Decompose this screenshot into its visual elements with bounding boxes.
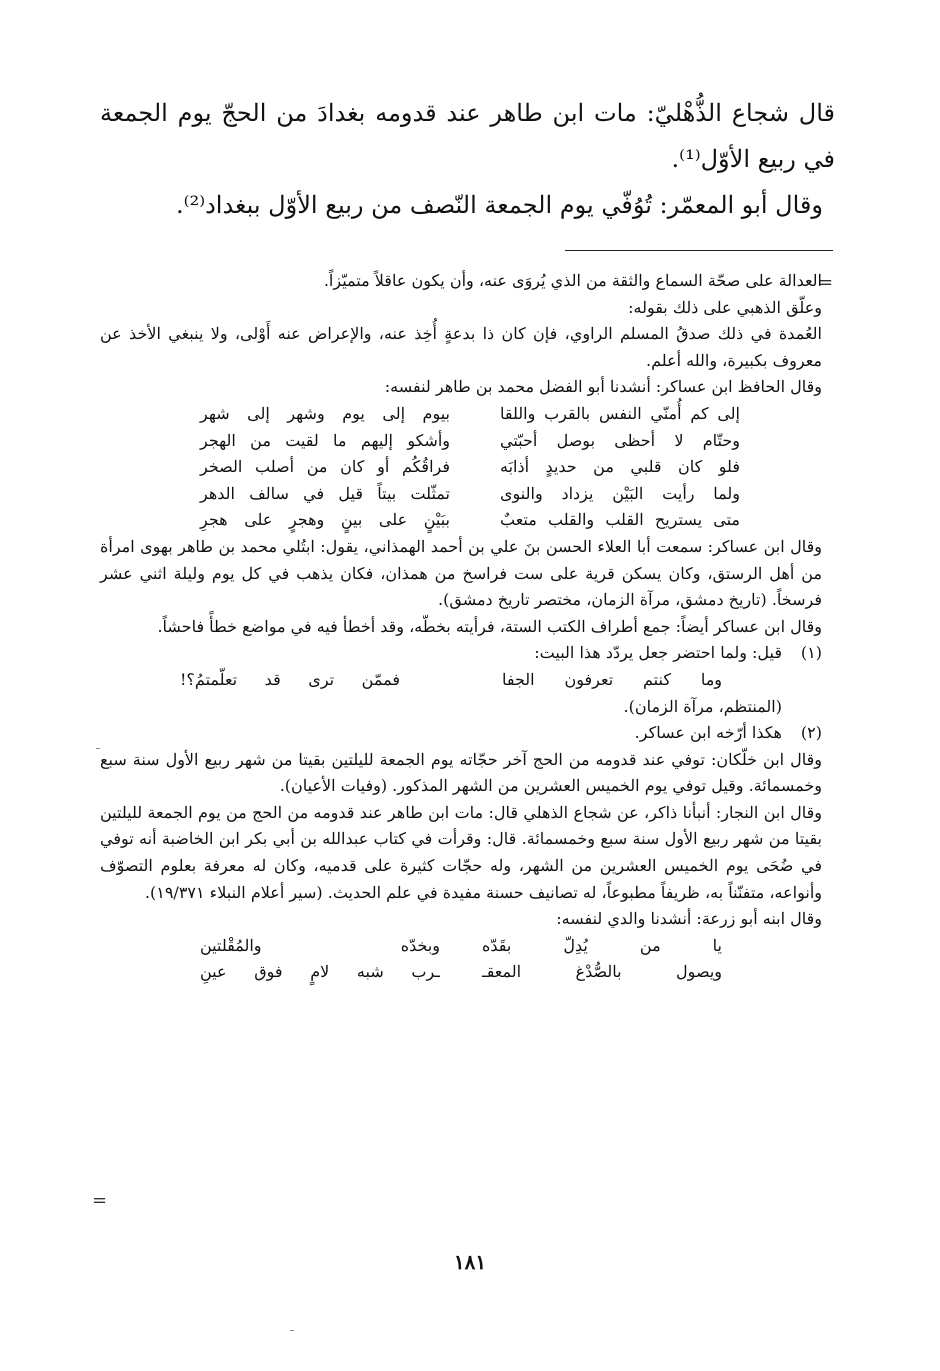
verse-line <box>100 481 822 508</box>
verse-first-hemistich: وحتّام لا أحظى بوصل أحبّتي <box>500 430 740 450</box>
verse-line <box>100 507 822 534</box>
scan-speck <box>96 748 100 749</box>
main-text <box>100 90 835 228</box>
note-paragraph: وقال ابن النجار: أنبأنا ذاكر، عن شجاع الذهلي قال: مات ابن طاهر عند قدومه من الحج من يوم الجمعة لليلتين بقيتا من شهر ربيع الأول سنة سبع وخمسمائة. قال: وقرأت في كتاب عبدالله بن أبي بكر ابن الخاضبة أنه توفي في ضُحَى يوم الخميس العشرين من الشهر، وله حجّات كثيرة على قدميه، وكان له معرفة بعلوم التصوّف وأنواعه، متفنّناً به، ظريفاً مطبوعاً، له تصانيف حسنة مفيدة في علم الحديث. (سير أعلام النبلاء ١٩/٣٧١). <box>100 802 822 902</box>
note-line: العُمدة في ذلك صدقُ المسلم الراوي، فإن كان ذا بدعةٍ أُخِذ عنه، والإعراض عنه أَوْلى، ولا ينبغي الأخذ عن معروف بكبيرة، والله أعلم. <box>100 324 822 370</box>
poem-verses <box>100 401 822 534</box>
end-continuation-marker: = <box>92 1190 108 1211</box>
footnote-2 <box>100 720 822 747</box>
scan-speck <box>290 1330 294 1331</box>
verse-first-hemistich: يا من يُدِلّ بقَدّه <box>482 935 722 955</box>
note-line: وقال ابنه أبو زرعة: أنشدنا والدي لنفسه: <box>556 909 822 929</box>
main-paragraph-2: وقال أبو المعمّر: تُوُفّي يوم الجمعة النّصف من ربيع الأوّل ببغداد⁽²⁾. <box>176 191 823 219</box>
footnote-verse <box>100 667 822 694</box>
footnote-1 <box>100 640 822 667</box>
verse-second-hemistich: فراقُكُم أو كان من أصلب الصخر <box>200 457 450 477</box>
verse-line <box>100 428 822 455</box>
page-number: ١٨١ <box>453 1250 487 1274</box>
footnote-separator <box>565 250 833 251</box>
note-line: وقال الحافظ ابن عساكر: أنشدنا أبو الفضل محمد بن طاهر لنفسه: <box>384 377 822 397</box>
verse-first-hemistich: إلى كم أُمنّي النفس بالقرب واللقا <box>500 403 740 423</box>
note-line: العدالة على صحّة السماع والثقة من الذي يُروَى عنه، وأن يكون عاقلاً متميّزاً. <box>323 271 822 290</box>
main-paragraph-1: قال شجاع الذُّهْليّ: مات ابن طاهر عند قدومه بغدادَ من الحجّ يوم الجمعة في ربيع الأوّل⁽¹⁾. <box>100 99 835 173</box>
note-paragraph: وقال ابن عساكر أيضاً: جمع أطراف الكتب الستة، فرأيته بخطّه، وقد أخطأ فيه في مواضع خطأً فاحشاً. <box>157 616 822 636</box>
continuation-marker: = <box>818 272 834 293</box>
footnote-source: (المنتظم، مرآة الزمان). <box>623 696 782 716</box>
footnote-number: (١) <box>800 643 822 663</box>
verse-line <box>100 933 822 960</box>
note-paragraph: وقال ابن خلّكان: توفي عند قدومه من الحج آخر حجّاته يوم الجمعة لليلتين بقيتا من شهر ربيع الأول سنة سبع وخمسمائة. وقيل توفي يوم الخميس العشرين من الشهر المذكور. (وفيات الأعيان). <box>100 749 822 796</box>
verse-second-hemistich: فممّن ترى قد تعلّمتمُ؟! <box>180 669 400 689</box>
verse-second-hemistich: بيوم إلى يوم وشهر إلى شهر <box>200 403 450 423</box>
verse-line <box>100 959 822 986</box>
verse-first-hemistich: ولما رأيت البَيْن يزداد والنوى <box>500 483 740 503</box>
footnotes <box>100 268 822 986</box>
verse-line <box>100 454 822 481</box>
note-paragraph: وقال ابن عساكر: سمعت أبا العلاء الحسن بنَ علي بن أحمد الهمذاني، يقول: ابتُلي محمد بن طاهر بهوى امرأة من أهل الرستق، وكان يسكن قرية على ست فراسخ من همذان، فكان يذهب في كل يوم وليلة اثني عشر فرسخاً. (تاريخ دمشق، مرآة الزمان، مختصر تاريخ دمشق). <box>100 536 822 610</box>
verse-second-hemistich: تمثّلت بيتاً قيل في سالف الدهر <box>200 483 450 503</box>
footnote-text: قيل: ولما احتضر جعل يردّد هذا البيت: <box>534 643 782 663</box>
footnote-text: هكذا أرّخه ابن عساكر. <box>634 723 782 743</box>
verse-line <box>100 401 822 428</box>
verse-first-hemistich: فلو كان قلبي من حديدٍ أذابَه <box>500 457 740 477</box>
verse-second-hemistich: وبخدّه والمُقْلتين <box>200 935 440 955</box>
note-line: وعلّق الذهبي على ذلك بقوله: <box>628 297 822 317</box>
verse-first-hemistich: وما كنتم تعرفون الجفا <box>502 669 722 689</box>
verse-second-hemistich: ببَيْنٍ على بينٍ وهجرٍ على هجرِ <box>200 510 450 530</box>
footnote-number: (٢) <box>800 723 822 743</box>
verse-second-hemistich: وأشكو إليهم ما لقيت من الهجر <box>200 430 450 450</box>
verse-second-hemistich: ـرب شبه لامٍ فوق عينِ <box>200 962 440 982</box>
verse-first-hemistich: متى يستريح القلب والقلب متعبٌ <box>500 510 740 530</box>
verse-first-hemistich: ويصول بالصُّدْغ المعقـ <box>482 962 722 982</box>
